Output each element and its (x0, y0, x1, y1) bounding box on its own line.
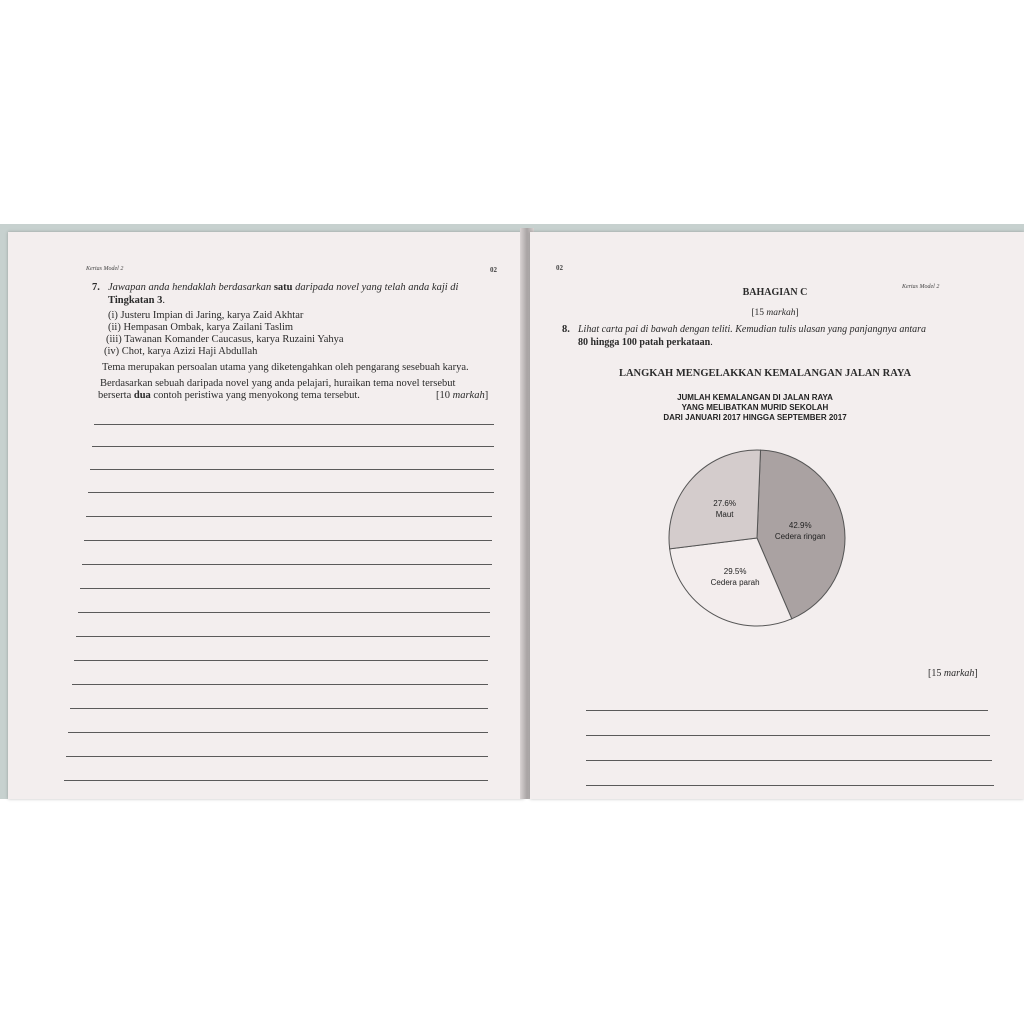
word-count-end: . (710, 337, 713, 348)
page-header: Kertas Model 2 (86, 266, 124, 272)
paragraph: Berdasarkan sebuah daripada novel yang anda pelajari, huraikan tema novel tersebut (100, 378, 456, 389)
novel-item: (iii) Tawanan Komander Caucasus, karya Ruzaini Yahya (106, 334, 344, 345)
section-marks (730, 308, 820, 318)
section-marks-a: [15 (751, 308, 765, 318)
end-marks-label (928, 668, 978, 679)
pie-value-label: 29.5% (723, 567, 747, 577)
end-marks-a: [15 (928, 668, 942, 679)
answer-line[interactable] (586, 785, 994, 786)
answer-line[interactable] (586, 710, 988, 711)
pie-chart (665, 432, 865, 642)
paragraph: Tema merupakan persoalan utama yang diketengahkan oleh pengarang sesebuah karya. (102, 362, 469, 373)
instruction-text-a: Jawapan anda hendaklah berdasarkan (108, 282, 272, 293)
answer-line[interactable] (82, 564, 492, 565)
answer-line[interactable] (70, 708, 488, 709)
end-marks-italic: markah (943, 668, 975, 679)
instruction-line-2 (108, 295, 165, 306)
question-line-2 (578, 337, 713, 348)
pie-category-label: Maut (715, 510, 734, 520)
instruction-line (108, 282, 458, 293)
marks-b: ] (484, 390, 489, 401)
grade-label-end: . (162, 295, 165, 306)
instruction-bold: satu (273, 282, 293, 293)
pie-category-label: Cedera ringan (774, 531, 826, 541)
para-text-b: contoh peristiwa yang menyokong tema tersebut. (153, 390, 360, 401)
answer-line[interactable] (84, 540, 492, 541)
section-title: BAHAGIAN C (742, 287, 808, 298)
marks-a: [10 (436, 390, 450, 401)
question-line: Lihat carta pai di bawah dengan teliti. Kemudian tulis ulasan yang panjangnya antara (578, 324, 927, 335)
answer-line[interactable] (86, 516, 492, 517)
novel-item: (iv) Chot, karya Azizi Haji Abdullah (104, 346, 258, 357)
grade-label: Tingkatan 3 (108, 295, 163, 306)
chart-title (650, 393, 860, 423)
page-number: 02 (490, 266, 497, 274)
section-marks-b: ] (795, 308, 799, 318)
answer-line[interactable] (64, 780, 488, 781)
question-number: 7. (92, 282, 100, 293)
para-text-a: berserta (98, 390, 132, 401)
chart-title-line: DARI JANUARI 2017 HINGGA SEPTEMBER 2017 (663, 413, 847, 422)
answer-line[interactable] (92, 446, 494, 447)
para-bold: dua (133, 390, 151, 401)
end-marks-b: ] (974, 668, 978, 679)
answer-line[interactable] (76, 636, 490, 637)
pie-value-label: 42.9% (788, 520, 812, 530)
answer-line[interactable] (90, 469, 494, 470)
answer-line[interactable] (68, 732, 488, 733)
right-page (530, 232, 1024, 799)
pie-value-label: 27.6% (713, 499, 736, 509)
chart-title-line: JUMLAH KEMALANGAN DI JALAN RAYA (677, 393, 833, 402)
question-number: 8. (562, 324, 570, 335)
answer-line[interactable] (586, 735, 990, 736)
word-count: 80 hingga 100 patah perkataan (578, 337, 711, 348)
novel-item: (ii) Hempasan Ombak, karya Zailani Taslim (108, 322, 294, 333)
page-header: Kertas Model 2 (902, 284, 940, 290)
instruction-text-b: daripada novel yang telah anda kaji di (295, 282, 459, 293)
chart-title-line: YANG MELIBATKAN MURID SEKOLAH (681, 403, 829, 412)
marks-italic: markah (452, 390, 485, 401)
paragraph (98, 390, 360, 401)
left-page (8, 232, 524, 799)
answer-line[interactable] (80, 588, 490, 589)
answer-line[interactable] (88, 492, 494, 493)
answer-line[interactable] (94, 424, 494, 425)
page-number: 02 (556, 264, 563, 272)
pie-category-label: Cedera parah (710, 578, 760, 588)
answer-line[interactable] (586, 760, 992, 761)
novel-item: (i) Justeru Impian di Jaring, karya Zaid Akhtar (108, 310, 304, 321)
answer-line[interactable] (66, 756, 488, 757)
marks-label (436, 390, 488, 401)
chart-heading: LANGKAH MENGELAKKAN KEMALANGAN JALAN RAYA (618, 368, 912, 379)
answer-line[interactable] (74, 660, 488, 661)
answer-line[interactable] (72, 684, 488, 685)
section-marks-italic: markah (766, 308, 796, 318)
answer-line[interactable] (78, 612, 490, 613)
